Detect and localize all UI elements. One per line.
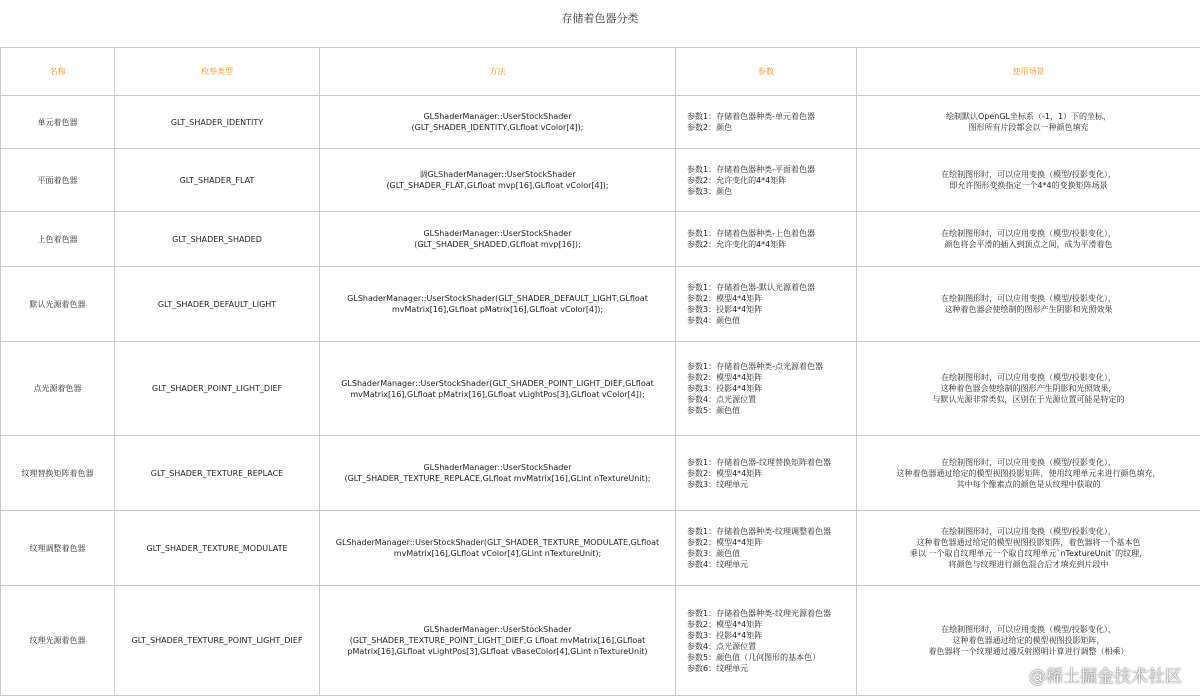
shader-usage <box>857 267 1200 342</box>
param-line: 参数1：存储着色器种类-纹理调整着色器 <box>687 527 831 536</box>
method-line: GLShaderManager::UserStockShader <box>423 625 572 634</box>
usage-line: 颜色将会平滑的插入到顶点之间，成为平滑着色 <box>944 240 1113 249</box>
usage-line: 着色器将一个纹理通过漫反射照明计算进行调整（相乘） <box>928 647 1129 656</box>
page-title: 存储着色器分类 <box>561 12 639 25</box>
shader-usage <box>857 212 1200 267</box>
usage-line: 绘制默认OpenGL坐标系（-1，1）下的坐标， <box>945 112 1112 121</box>
table-header-row <box>1 48 1200 96</box>
method-line: mvMatrix[16],GLfloat vColor[4],GLint nTextureUnit); <box>393 549 602 558</box>
shader-name: 平面着色器 <box>1 149 115 212</box>
shader-enum: GLT_SHADER_TEXTURE_MODULATE <box>115 511 320 586</box>
table-row <box>1 267 1200 342</box>
method-line: GLShaderManager::UserStockShader(GLT_SHADER_DEFAULT_LIGHT,GLfloat <box>347 294 648 303</box>
method-line: (GLT_SHADER_FLAT,GLfloat mvp[16],GLfloat vColor[4]); <box>386 181 609 190</box>
param-line: 参数1：存储着色器种类-平面着色器 <box>687 164 815 174</box>
method-line: mvMatrix[16],GLfloat pMatrix[16],GLfloat vColor[4]); <box>391 305 604 314</box>
header-name: 名称 <box>1 48 115 96</box>
shader-name: 上色着色器 <box>1 212 115 267</box>
shader-usage <box>857 511 1200 586</box>
table-row <box>1 436 1200 511</box>
table-row <box>1 511 1200 586</box>
param-line: 参数6：纹理单元 <box>687 663 749 673</box>
header-usage: 使用场景 <box>857 48 1200 96</box>
table-row <box>1 212 1200 267</box>
shader-params <box>676 96 857 149</box>
usage-line: 在绘制图形时，可以应用变换（模型/投影变化）， <box>941 625 1116 634</box>
param-line: 参数2：模型4*4矩阵 <box>687 373 763 382</box>
method-line: GLShaderManager::UserStockShader <box>423 112 572 121</box>
param-line: 参数3：颜色 <box>687 186 733 196</box>
shader-enum: GLT_SHADER_DEFAULT_LIGHT <box>115 267 320 342</box>
usage-line: 图形所有片段都会以一种颜色填充 <box>968 123 1089 132</box>
usage-line: 将颜色与纹理进行颜色混合后才填充到片段中 <box>948 560 1109 569</box>
usage-line: 这种着色器通过给定的模型视图投影矩阵， <box>952 636 1105 645</box>
param-line: 参数1：存储着色器种类-上色着色器 <box>687 229 815 238</box>
usage-line: 这种着色器通过给定的模型视图投影矩阵，着色器将一个基本色 <box>916 538 1141 547</box>
param-line: 参数2：允许变化的4*4矩阵 <box>687 240 787 249</box>
usage-line: 在绘制图形时，可以应用变换（模型/投影变化）， <box>941 294 1116 303</box>
param-line: 参数3：投影4*4矩阵 <box>687 305 763 314</box>
param-line: 参数1：存储着色器-纹理替换矩阵着色器 <box>687 457 831 467</box>
shader-enum: GLT_SHADER_POINT_LIGHT_DIEF <box>115 342 320 436</box>
method-line: pMatrix[16],GLfloat vLightPos[3],GLfloat vBaseColor[4],GLint nTextureUnit) <box>347 647 648 656</box>
shader-table <box>0 47 1200 696</box>
param-line: 参数2：允许变化的4*4矩阵 <box>687 175 787 185</box>
param-line: 参数4：点光源位置 <box>687 395 757 404</box>
shader-name: 默认光源着色器 <box>1 267 115 342</box>
method-line: GLShaderManager::UserStockShader <box>423 229 572 238</box>
shader-usage <box>857 96 1200 149</box>
shader-params <box>676 149 857 212</box>
param-line: 参数4：点光源位置 <box>687 641 757 651</box>
method-line: GLShaderManager::UserStockShader(GLT_SHADER_TEXTURE_MODULATE,GLfloat <box>335 538 660 547</box>
shader-params <box>676 436 857 511</box>
shader-params <box>676 511 857 586</box>
method-line: GLShaderManager::UserStockShader(GLT_SHADER_POINT_LIGHT_DIEF,GLfloat <box>341 378 654 388</box>
shader-usage <box>857 436 1200 511</box>
shader-method <box>320 511 676 586</box>
shader-usage <box>857 149 1200 212</box>
param-line: 参数3：投影4*4矩阵 <box>687 630 763 640</box>
param-line: 参数5：颜色值 <box>687 406 741 415</box>
shader-method <box>320 149 676 212</box>
table-row <box>1 149 1200 212</box>
shader-params <box>676 586 857 696</box>
shader-method <box>320 96 676 149</box>
param-line: 参数2：颜色 <box>687 123 733 132</box>
param-line: 参数3：投影4*4矩阵 <box>687 384 763 393</box>
shader-method <box>320 586 676 696</box>
param-line: 参数2：模型4*4矩阵 <box>687 294 763 303</box>
usage-line: 在绘制图形时，可以应用变换（模型/投影变化）， <box>941 527 1116 536</box>
method-line: (GLT_SHADER_IDENTITY,GLfloat vColor[4]); <box>411 123 584 132</box>
shader-enum: GLT_SHADER_SHADED <box>115 212 320 267</box>
watermark: @稀土掘金技术社区 <box>1029 667 1182 687</box>
header-params: 参数 <box>676 48 857 96</box>
shader-params <box>676 212 857 267</box>
usage-line: 乘以 一个取自纹理单元一个取自纹理单元`nTextureUnit`的纹理， <box>909 549 1148 558</box>
shader-usage <box>857 342 1200 436</box>
usage-line: 在绘制图形时，可以应用变换（模型/投影变化）， <box>941 457 1116 467</box>
method-line: 调GLShaderManager::UserStockShader <box>419 170 576 179</box>
method-line: GLShaderManager::UserStockShader <box>423 463 572 472</box>
method-line: (GLT_SHADER_TEXTURE_REPLACE,GLfloat mvMatrix[16],GLint nTextureUnit); <box>344 474 651 483</box>
usage-line: 这种着色器会使绘制的图形产生阴影和光照效果 <box>944 305 1113 314</box>
table-row <box>1 342 1200 436</box>
header-method: 方法 <box>320 48 676 96</box>
param-line: 参数2：模型4*4矩阵 <box>687 619 763 629</box>
param-line: 参数1：存储着色器种类-单元着色器 <box>687 112 815 121</box>
shader-enum: GLT_SHADER_TEXTURE_REPLACE <box>115 436 320 511</box>
shader-enum: GLT_SHADER_TEXTURE_POINT_LIGHT_DIEF <box>115 586 320 696</box>
param-line: 参数4：颜色值 <box>687 316 741 325</box>
shader-name: 纹理替换矩阵着色器 <box>1 436 115 511</box>
shader-enum: GLT_SHADER_FLAT <box>115 149 320 212</box>
usage-line: 在绘制图形时，可以应用变换（模型/投影变化）， <box>941 229 1116 238</box>
shader-method <box>320 436 676 511</box>
shader-name: 点光源着色器 <box>1 342 115 436</box>
shader-method <box>320 267 676 342</box>
shader-name: 纹理调整着色器 <box>1 511 115 586</box>
shader-name: 单元着色器 <box>1 96 115 149</box>
shader-params <box>676 342 857 436</box>
usage-line: 在绘制图形时，可以应用变换（模型/投影变化）， <box>941 373 1116 382</box>
shader-params <box>676 267 857 342</box>
method-line: (GLT_SHADER_SHADED,GLfloat mvp[16]); <box>414 240 581 249</box>
usage-line: 其中每个像素点的颜色是从纹理中获取的 <box>956 479 1101 489</box>
usage-line: 与默认光源非常类似，区别在于光源位置可能是特定的 <box>932 395 1125 404</box>
table-row <box>1 96 1200 149</box>
method-line: mvMatrix[16],GLfloat pMatrix[16],GLfloat vLightPos[3],GLfloat vColor[4]); <box>350 389 645 399</box>
param-line: 参数3：颜色值 <box>687 549 741 558</box>
param-line: 参数3：纹理单元 <box>687 479 749 489</box>
param-line: 参数2：模型4*4矩阵 <box>687 468 763 478</box>
shader-name: 纹理光源着色器 <box>1 586 115 696</box>
param-line: 参数4：纹理单元 <box>687 560 749 569</box>
shader-method <box>320 342 676 436</box>
usage-line: 在绘制图形时，可以应用变换（模型/投影变化）， <box>941 170 1116 179</box>
param-line: 参数5：颜色值（几何图形的基本色） <box>687 652 821 662</box>
shader-enum: GLT_SHADER_IDENTITY <box>115 96 320 149</box>
header-enum: 枚举类型 <box>115 48 320 96</box>
usage-line: 这种着色器通过给定的模型视图投影矩阵，使用纹理单元来进行颜色填充， <box>896 468 1161 478</box>
shader-method <box>320 212 676 267</box>
param-line: 参数1：存储着色器-默认光源着色器 <box>687 283 815 292</box>
table-row <box>1 586 1200 696</box>
param-line: 参数1：存储着色器种类-点光源着色器 <box>687 362 823 371</box>
param-line: 参数2：模型4*4矩阵 <box>687 538 763 547</box>
usage-line: 即允许图形变换指定一个4*4的变换矩阵场景 <box>949 181 1108 190</box>
usage-line: 这种着色器会使绘制的图形产生阴影和光照效果， <box>940 384 1117 393</box>
method-line: (GLT_SHADER_TEXTURE_POINT_LIGHT_DIEF,G Lfloat mvMatrix[16],GLfloat <box>349 636 646 645</box>
param-line: 参数1：存储着色器种类-纹理光源着色器 <box>687 608 831 618</box>
